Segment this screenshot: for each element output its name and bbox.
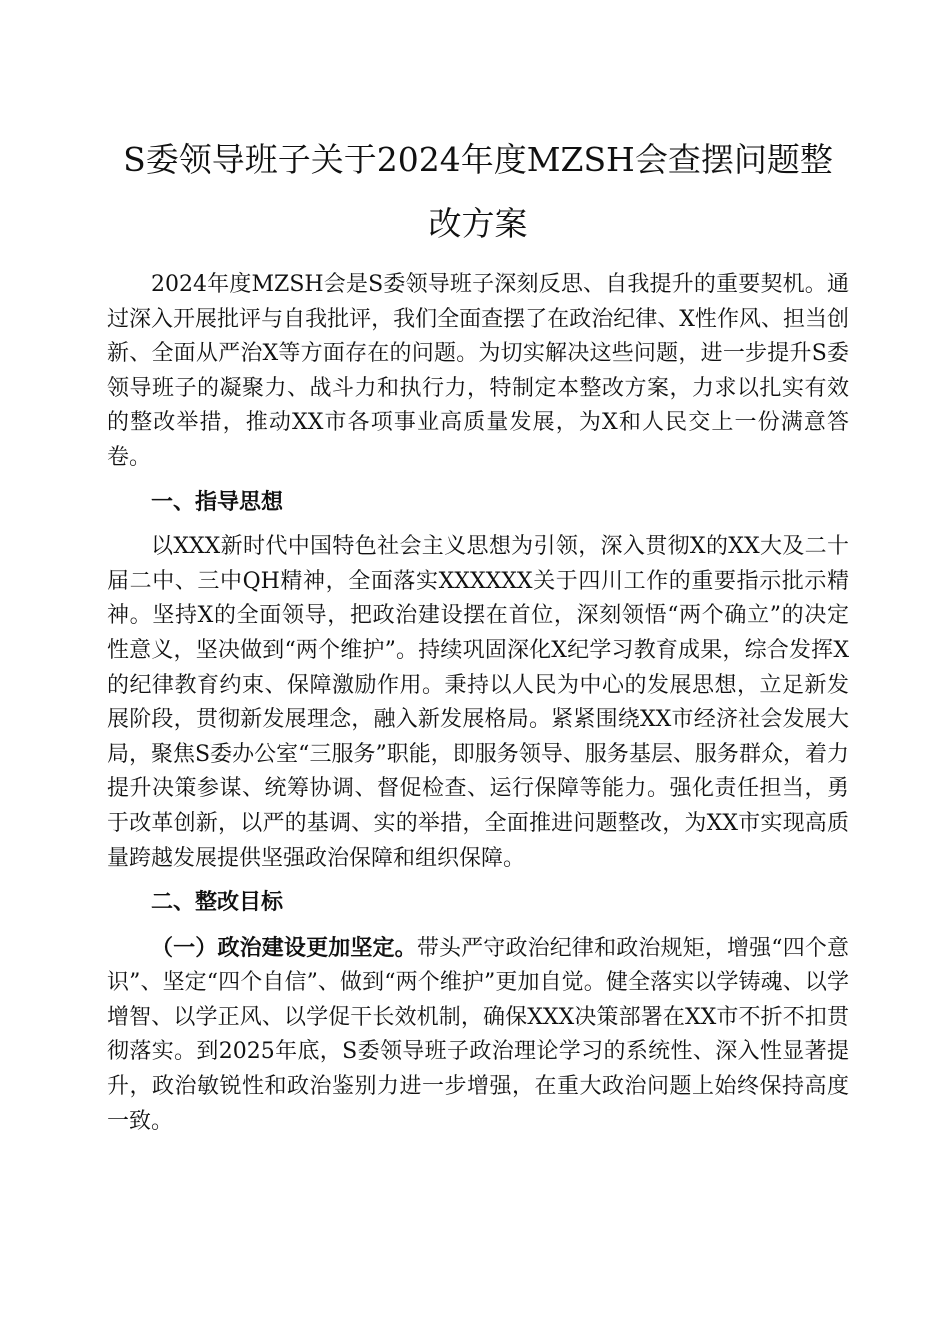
goal-item-body: 带头严守政治纪律和政治规矩，增强“四个意识”、坚定“四个自信”、做到“两个维护”更加自觉。健全落实以学铸魂、以学增智、以学正风、以学促干长效机制，确保XXX决策部署在XX市不折不扣贯彻落实。到2025年底，S委领导班子政治理论学习的系统性、深入性显著提升，政治敏锐性和政治鉴别力进一步增强，在重大政治问题上始终保持高度一致。	[107, 935, 849, 1134]
document-page	[107, 128, 849, 1139]
goal-item-political-construction	[107, 931, 849, 1140]
section-heading-guiding-ideology: 一、指导思想	[151, 489, 284, 515]
intro-paragraph: 2024年度MZSH会是S委领导班子深刻反思、自我提升的重要契机。通过深入开展批评与自我批评，我们全面查摆了在政治纪律、X性作风、担当创新、全面从严治X等方面存在的问题。为切实解决这些问题，进一步提升S委领导班子的凝聚力、战斗力和执行力，特制定本整改方案，力求以扎实有效的整改举措，推动XX市各项事业高质量发展，为X和人民交上一份满意答卷。	[107, 272, 849, 470]
section-heading-rectification-goals: 二、整改目标	[151, 890, 284, 916]
title-line-1: S委领导班子关于2024年度MZSH会查摆问题整	[123, 140, 833, 179]
guiding-ideology-paragraph: 以XXX新时代中国特色社会主义思想为引领，深入贯彻X的XX大及二十届二中、三中QH精神，全面落实XXXXXX关于四川工作的重要指示批示精神。坚持X的全面领导，把政治建设摆在首位，深刻领悟“两个确立”的决定性意义，坚决做到“两个维护”。持续巩固深化X纪学习教育成果，综合发挥X的纪律教育约束、保障激励作用。秉持以人民为中心的发展思想，立足新发展阶段，贯彻新发展理念，融入新发展格局。紧紧围绕XX市经济社会发展大局，聚焦S委办公室“三服务”职能，即服务领导、服务基层、服务群众，着力提升决策参谋、统筹协调、督促检查、运行保障等能力。强化责任担当，勇于改革创新，以严的基调、实的举措，全面推进问题整改，为XX市实现高质量跨越发展提供坚强政治保障和组织保障。	[107, 534, 849, 871]
document-title	[107, 128, 849, 256]
title-line-2: 改方案	[428, 204, 528, 243]
goal-item-lead: （一）政治建设更加坚定。	[151, 934, 417, 961]
